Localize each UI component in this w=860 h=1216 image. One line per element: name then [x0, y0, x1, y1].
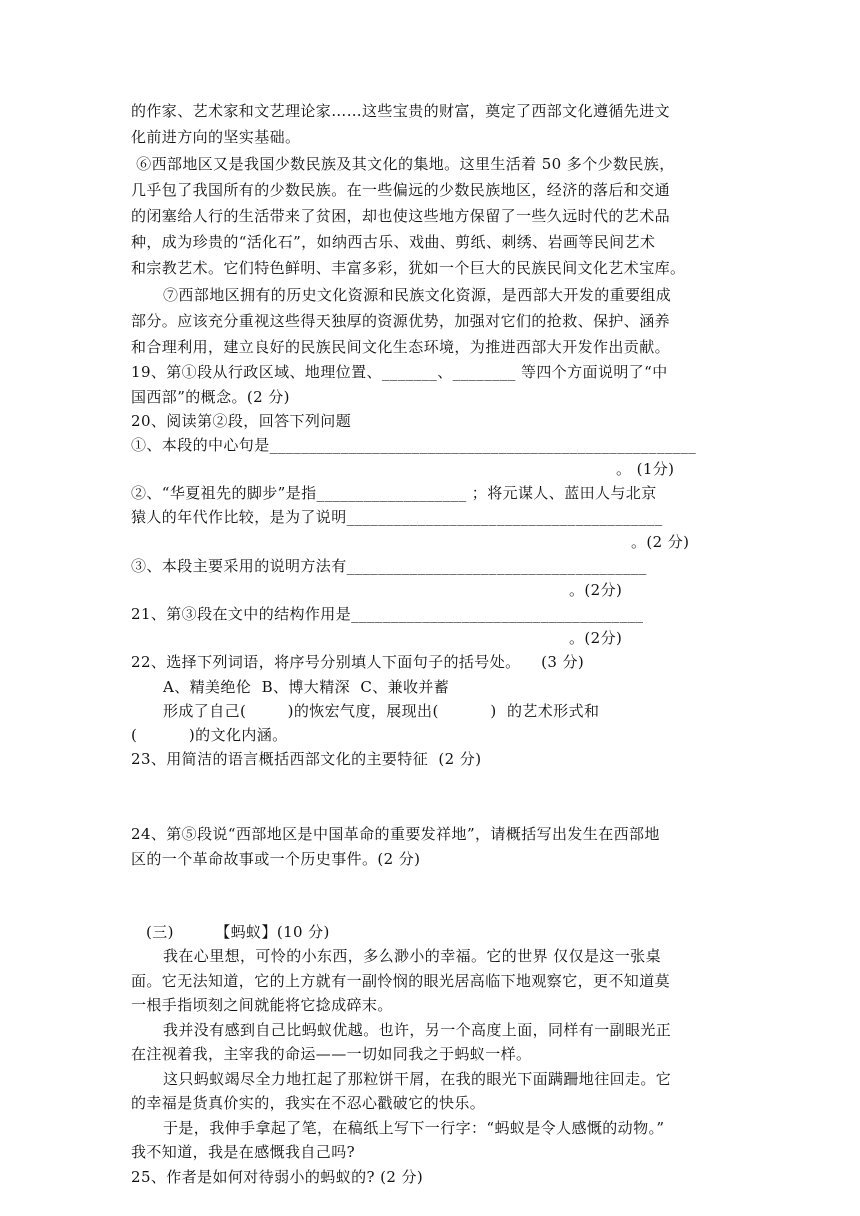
- question-25: 25、作者是如何对待弱小的蚂蚁的? (2 分): [131, 1168, 424, 1186]
- question-23: 23、用简洁的语言概括西部文化的主要特征 (2 分): [131, 750, 482, 768]
- passage-line: 和宗教艺术。它们特色鲜明、丰富多彩，犹如一个巨大的民族民间文化艺术宝库。: [131, 259, 686, 277]
- passage-line: 一根手指顷刻之间就能将它捻成碎末。: [131, 996, 393, 1014]
- question-22-sentence-cont: ( )的文化内涵。: [131, 726, 288, 744]
- section-heading: (三) 【蚂蚁】(10 分): [146, 923, 330, 941]
- passage-line: 于是，我伸手拿起了笔，在稿纸上写下一行字：“蚂蚁是令人感慨的动物。”: [163, 1119, 665, 1137]
- passage-line: 的闭塞给人行的生活带来了贫困，却也使这些地方保留了一些久远时代的艺术品: [131, 207, 671, 225]
- question-21-score: 。(2分): [569, 629, 623, 647]
- question-24-cont: 区的一个革命故事或一个历史事件。(2 分): [131, 850, 421, 868]
- question-20-3-score: 。(2分): [569, 581, 623, 599]
- question-19: 19、第①段从行政区域、地理位置、_______、________ 等四个方面说明了“中: [131, 363, 668, 381]
- question-20-1-score: 。 (1分): [616, 460, 675, 478]
- question-21: 21、第③段在文中的结构作用是_____________________________________: [131, 605, 644, 623]
- passage-line: 化前进方向的坚实基础。: [131, 128, 301, 146]
- passage-line: ⑦西部地区拥有的历史文化资源和民族文化资源，是西部大开发的重要组成: [163, 286, 672, 304]
- question-20-2-cont: 猿人的年代作比较，是为了说明________________________________________: [131, 508, 663, 526]
- question-22-options: A、精美绝伦 B、博大精深 C、兼收并蓄: [163, 678, 450, 696]
- passage-line: 我在心里想，可怜的小东西，多么渺小的幸福。它的世界 仅仅是这一张桌: [163, 947, 661, 965]
- passage-line: 我不知道，我是在感慨我自己吗?: [131, 1143, 356, 1161]
- passage-line: 的幸福是货真价实的，我实在不忍心戳破它的快乐。: [131, 1094, 486, 1112]
- question-20-2-score: 。(2 分): [631, 533, 690, 551]
- passage-line: ⑥西部地区又是我国少数民族及其文化的集地。这里生活着 50 多个少数民族，: [131, 155, 675, 173]
- passage-line: 和合理利用，建立良好的民族民间文化生态环境，为推进西部大开发作出贡献。: [131, 338, 671, 356]
- question-20-1: ①、本段的中心句是______________________________________________________: [131, 436, 697, 454]
- passage-line: 面。它无法知道，它的上方就有一副怜悯的眼光居高临下地观察它，更不知道莫: [131, 972, 671, 990]
- passage-line: 我并没有感到自己比蚂蚁优越。也许，另一个高度上面，同样有一副眼光正: [163, 1021, 672, 1039]
- question-24: 24、第⑤段说“西部地区是中国革命的重要发祥地”，请概括写出发生在西部地: [131, 825, 660, 843]
- passage-line: 这只蚂蚁竭尽全力地扛起了那粒饼干屑，在我的眼光下面蹒跚地往回走。它: [163, 1070, 672, 1088]
- question-22: 22、选择下列词语，将序号分别填人下面句子的括号处。 (3 分): [131, 653, 585, 671]
- passage-line: 几乎包了我国所有的少数民族。在一些偏远的少数民族地区，经济的落后和交通: [131, 181, 671, 199]
- question-20-2: ②、“华夏祖先的脚步”是指___________________ ；将元谋人、蓝田人与北京: [131, 484, 657, 502]
- passage-line: 种，成为珍贵的“活化石”，如纳西古乐、戏曲、剪纸、刺绣、岩画等民间艺术: [131, 233, 656, 251]
- passage-line: 部分。应该充分重视这些得天独厚的资源优势，加强对它们的抢救、保护、涵养: [131, 312, 671, 330]
- passage-line: 的作家、艺术家和文艺理论家……这些宝贵的财富，奠定了西部文化遵循先进文: [131, 102, 671, 120]
- question-19-cont: 国西部”的概念。(2 分): [131, 388, 290, 406]
- question-20: 20、阅读第②段，回答下列问题: [131, 412, 352, 430]
- question-22-sentence: 形成了自己( )的恢宏气度，展现出( ) 的艺术形式和: [163, 702, 600, 720]
- question-20-3: ③、本段主要采用的说明方法有______________________________________: [131, 557, 647, 575]
- passage-line: 在注视着我，主宰我的命运——一切如同我之于蚂蚁一样。: [131, 1045, 532, 1063]
